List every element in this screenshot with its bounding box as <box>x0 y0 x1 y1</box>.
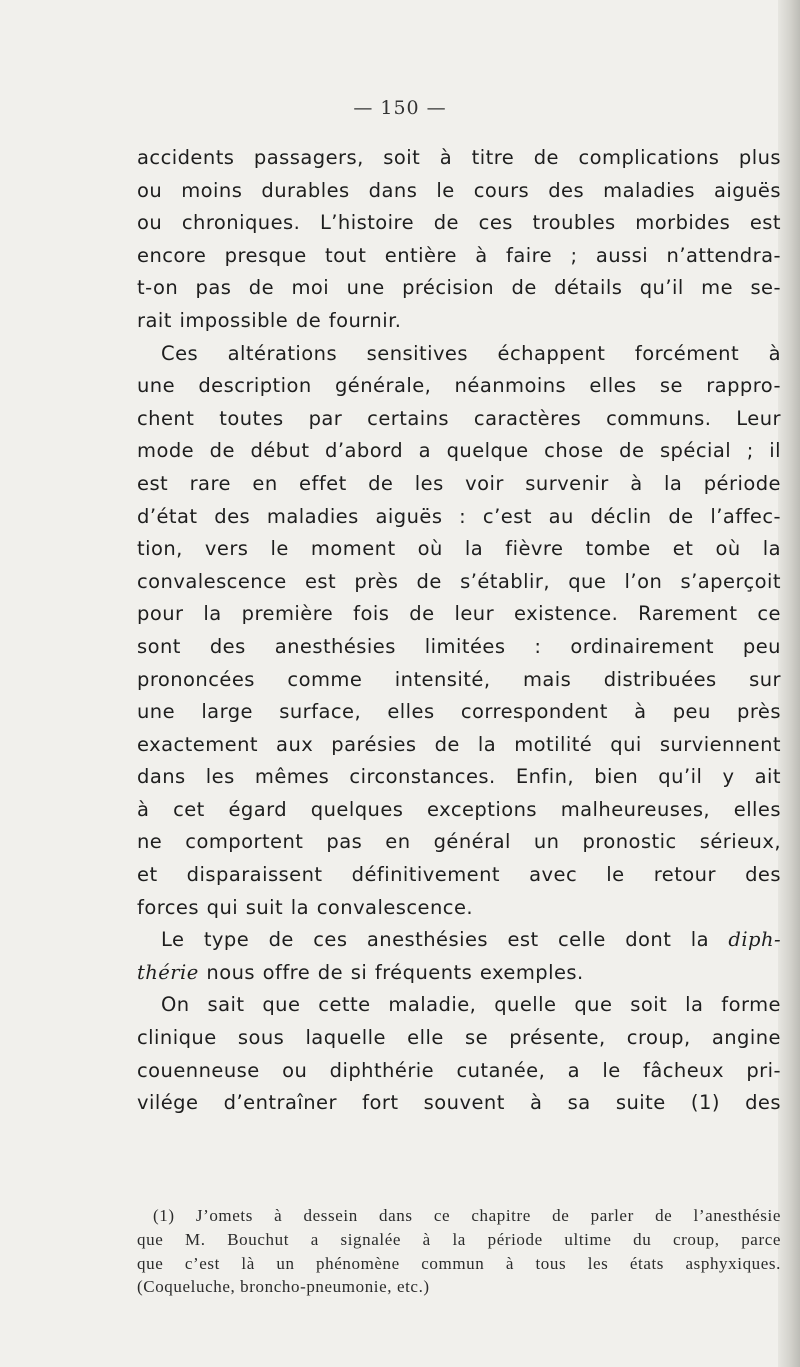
footnote-line: (1) J’omets à dessein dans ce chapitre de parler de l’anesthésie <box>153 1206 781 1225</box>
footnote-line: que c’est là un phénomène commun à tous les états asphyxiques. <box>137 1253 781 1273</box>
text-segment: Le type de ces anesthésies est celle dont la <box>161 928 729 952</box>
italic-term: diph- <box>728 928 781 952</box>
text-line: mode de début d’abord a quelque chose de spécial ; il <box>137 439 781 463</box>
text-segment: nous offre de si fréquents exemples. <box>198 960 584 984</box>
text-line: d’état des maladies aiguës : c’est au déclin de l’affec- <box>137 504 781 528</box>
text-line: dans les mêmes circonstances. Enfin, bien qu’il y ait <box>137 765 781 789</box>
text-line: prononcées comme intensité, mais distribuées sur <box>137 667 781 691</box>
text-line: chent toutes par certains caractères communs. Leur <box>137 406 781 430</box>
text-line: une large surface, elles correspondent à peu près <box>137 700 781 724</box>
text-line: ou chroniques. L’histoire de ces troubles morbides est <box>137 211 781 235</box>
text-line: exactement aux parésies de la motilité qui surviennent <box>137 732 781 756</box>
footnote-line: (Coqueluche, broncho-pneumonie, etc.) <box>137 1277 430 1297</box>
page-number: — 150 — <box>353 97 447 119</box>
text-line: à cet égard quelques exceptions malheureuses, elles <box>137 797 781 821</box>
text-line: accidents passagers, soit à titre de complications plus <box>137 146 781 169</box>
footnote-line: que M. Bouchut a signalée à la période ultime du croup, parce <box>137 1229 781 1249</box>
text-line: ne comportent pas en général un pronostic sérieux, <box>137 830 781 854</box>
text-line: sont des anesthésies limitées : ordinairement peu <box>137 634 781 658</box>
italic-term: thérie <box>137 960 199 984</box>
text-line: est rare en effet de les voir survenir à la période <box>137 471 781 495</box>
text-line: Ces altérations sensitives échappent forcément à <box>161 341 781 365</box>
footnote <box>137 1204 781 1299</box>
text-line: ou moins durables dans le cours des maladies aiguës <box>137 178 781 202</box>
text-line: forces qui suit la convalescence. <box>137 895 474 919</box>
text-line: encore presque tout entière à faire ; aussi n’attendra- <box>137 243 781 267</box>
text-line: couenneuse ou diphthérie cutanée, a le fâcheux pri- <box>137 1058 781 1082</box>
text-line <box>137 957 781 990</box>
body-text <box>137 142 781 1120</box>
text-line: une description générale, néanmoins elles se rappro- <box>137 374 781 398</box>
text-line <box>137 924 781 957</box>
text-line: pour la première fois de leur existence. Rarement ce <box>137 602 781 626</box>
text-line: clinique sous laquelle elle se présente, croup, angine <box>137 1026 781 1050</box>
text-line: et disparaissent définitivement avec le retour des <box>137 863 781 887</box>
text-line: tion, vers le moment où la fièvre tombe et où la <box>137 537 781 561</box>
text-line: vilége d’entraîner fort souvent à sa suite (1) des <box>137 1091 781 1115</box>
page-edge-shadow <box>778 0 800 1367</box>
text-line: t-on pas de moi une précision de détails qu’il me se- <box>137 276 781 300</box>
text-line: On sait que cette maladie, quelle que soit la forme <box>161 993 781 1017</box>
text-line: rait impossible de fournir. <box>137 308 402 332</box>
text-line: convalescence est près de s’établir, que l’on s’aperçoit <box>137 569 781 593</box>
